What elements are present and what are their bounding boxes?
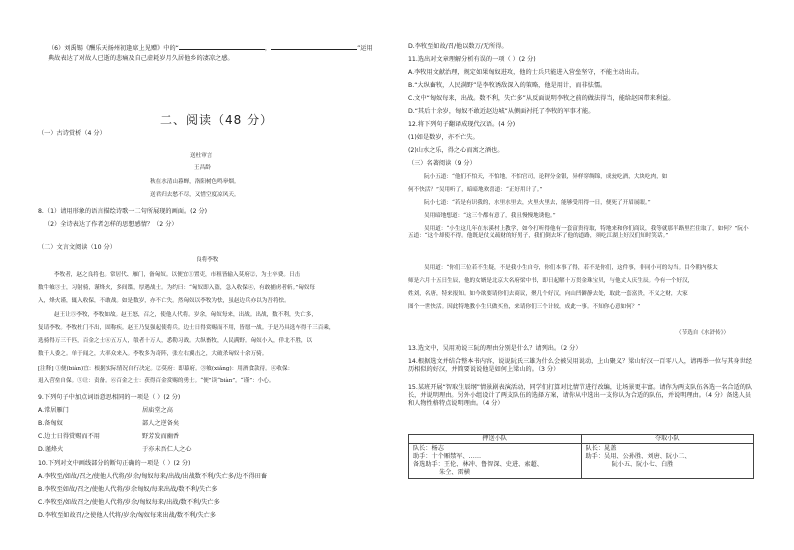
escort-helpers: 助手：十个厢禁军、…… (413, 453, 482, 460)
question-8-2: （2）全诗表达了作者怎样的思想感情？（2 分） (44, 221, 178, 228)
prose-line: 入，烽火谨，辄入收保，不敢战。如是数岁，亦不亡失。然匈奴以李牧为怯，虽赵边兵亦以为吾将怯。 (38, 298, 290, 304)
prose-line: 赵王让⑤李牧，李牧如故。赵王怒，召之，使他人代将。岁余，匈奴每来，出战。出战，数不利，失亡多， (54, 312, 317, 318)
q6-mid: ， (264, 45, 272, 52)
q6-line2: 典故表达了对故人已逝的悲痛及自己虚耗岁月久居他乡的凄凉之感。 (48, 55, 234, 62)
question-11-stem: 11.选出对文章理解分析有误的一项（ ）(2 分) (408, 56, 536, 63)
q10-option-a[interactable]: A.李牧至/如故/召之/使他人代将/岁余/匈奴每来/出战/出战数不利/失亡多/边不得田畜 (38, 473, 268, 480)
novel-line: 何不快活？”吴用听了，暗暗地欢喜道：“正好用计了。” (408, 187, 543, 193)
novel-line: 阮小五道：“他们不怕天，不怕地，不怕官司，论秤分金银，异样穿绸锦，成瓮吃酒，大块吃肉，如 (424, 174, 668, 180)
subsection-classical: （二）文言文阅读（10 分） (38, 244, 116, 251)
prose-line: 数千人委之。单于闻之，大率众来入。李牧多为奇阵，张左右翼击之，大破杀匈奴十余万骑。 (38, 351, 268, 357)
prose-title: 良将李牧 (196, 257, 219, 263)
question-15: 15.某班开展“智取生辰纲”情景剧表演活动，同学们打算对比情节进行改编，让场景更丰富。请你为两支队伍各选一名合适的队长，并说明理由。另外小组设计了两支队伍的选择方案，请你从中选出一支你认为合适的队伍，并说明理由。（4 分）备选人员和人物性格特点说明理由。（4 分） (408, 384, 753, 407)
novel-line: 吴用暗地想道：“这三个都有意了，我且慢慢地诱他。” (424, 213, 556, 219)
question-14: 14.根据选文并结合整本书内容，说说阮氏三雄为什么会被吴用说动，上山聚义？梁山好汉一百零八人，请再举一位与其身世经历相似的好汉，并简要说说他是如何上梁山的。（3 分） (408, 358, 752, 373)
q11-option-b[interactable]: B.“大纵畜牧，人民满野”是李牧诱敌深入的策略，他是用计，而非怯懦。 (408, 82, 607, 89)
subsection-novel: （三）名著阅读（9 分） (408, 160, 476, 167)
q12-item-1: (1)如是数岁，亦不亡失。 (408, 134, 479, 141)
q9-option-c[interactable]: C.边士日得赏赐而不用 (38, 433, 100, 440)
question-8-1: 8.（1）请用形象的语言描绘诗歌一二句所展现的画面。(2 分) (38, 208, 208, 215)
prose-line: 数牛飨③士，习射骑，谨烽火，多间谍，厚遇战士。为约曰：“匈奴即入盗，急入收保④，有敢捕虏者斩。”匈奴每 (38, 285, 316, 291)
prose-line: 选骑得万三千匹，百金之士⑥五万人，彀者十万人，悉勒习战。大纵畜牧，人民满野。匈奴小入，佯北不胜，以 (38, 338, 313, 344)
q10-option-b[interactable]: B.李牧至如故/召之/使他人代将/岁余匈奴/每来出战/数不利/失亡多 (38, 486, 218, 493)
q9-option-b[interactable]: B.备匈奴 (38, 420, 63, 427)
escort-candidates-cont: 朱仝、雷横 (439, 469, 470, 476)
table-header-escort: 押送小队 (409, 435, 582, 444)
novel-line: 图个一世快活。因此特地教小生只做买鱼，来请你们三个计较，成此一事。不知你心意如何？” (408, 304, 641, 310)
section-title: 二、阅读（48 分） (160, 113, 274, 127)
prose-line: 复请李牧。李牧杜门不出，固称疾。赵王乃复强起使将兵。边士日得赏赐而不用，皆愿一战。于是乃具选车得千三百乘， (38, 325, 335, 331)
question-6 (48, 43, 373, 53)
q9-option-a[interactable]: A.常居雁门 (38, 407, 69, 414)
q11-option-a[interactable]: A.李牧用文献治理，规定如果匈奴进攻，他的士兵只能进入营垒坚守，不能主动出击。 (408, 69, 644, 76)
seize-helpers: 助手：吴用、公孙胜、刘唐、阮小二、 (585, 453, 691, 460)
novel-line: 师是六月十五日生辰，他的女婿是北京大名府梁中书，即日起解十万贯金珠宝贝，与他丈人庆生辰。今有一个好汉， (408, 278, 694, 284)
question-12-stem: 12.将下列句子翻译成现代汉语。(4 分) (408, 121, 516, 128)
escort-team-cell (409, 444, 582, 479)
question-13: 13.选文中，吴用劝说三阮的理由分别是什么？请列出。（2 分） (408, 345, 582, 352)
q9-option-d-pair: 于亦未吾仁人之心 (142, 446, 192, 453)
q6-prefix: （6）刘禹锡《酬乐天扬州初逢席上见赠》中的“ (48, 45, 179, 52)
q12-item-2: (2)山水之乐，得之心而寓之酒也。 (408, 147, 504, 154)
question-10-stem: 10.下列对文中画线部分的断句正确的一项是（ ）(2 分) (38, 460, 191, 467)
team-table (408, 434, 754, 479)
seize-team-cell (581, 444, 754, 479)
question-9-stem: 9.下列句子中加点词语意思相同的一项是（ ）(2 分) (38, 394, 181, 401)
prose-line: 李牧者，赵之良将也。常居代、雁门，备匈奴。以便宜①置吏，市租皆输入莫府②，为士卒费。日击 (54, 272, 301, 278)
annotation-line: [注释] ①便(biàn)宜：根据实际情况自行决定。②莫府：即幕府。③飨(xiǎng)：用酒食款待。④收保： (38, 366, 294, 372)
q11-option-c[interactable]: C.文中“匈奴每来，出战。数不利，失亡多”从反面说明李牧之前的做法得当，能给赵国带来利益。 (408, 95, 675, 102)
escort-leader: 队长：杨志 (413, 445, 444, 452)
q9-option-a-pair: 居庙堂之高 (142, 407, 173, 414)
q9-option-b-pair: 部人之逆备矣 (142, 420, 180, 427)
annotation-line: 退入营垒自保。⑤让：责备。⑥百金之士：获得百金赏赐的勇士。“便”读“biàn”。“谨”：小心。 (38, 378, 275, 384)
novel-line: 阮小七道：“若是有识我的，水里水里去，火里火里去，能够受用得一日，便死了开眉展眼。” (424, 200, 651, 206)
poem-title: 送杜审言 (190, 153, 213, 159)
answer-blank-2[interactable] (271, 43, 357, 50)
q10-option-c[interactable]: C.李牧至/如故召之/使他人代将/岁余/匈奴每来/出战/数不利/失亡多 (38, 499, 220, 506)
source-note: （节选自《水浒传》） (676, 330, 730, 336)
subsection-poem: （一）古诗赏析（4 分） (38, 130, 106, 137)
table-header-seize: 夺取小队 (581, 435, 754, 444)
q11-option-d[interactable]: D.“其后十余岁，匈奴不敢近赵边城”从侧面衬托了李牧的军事才能。 (408, 108, 595, 115)
q10-option-d-continued: D.李牧至如故/召/他以数万/无所得。 (408, 43, 508, 50)
q10-option-d[interactable]: D.李牧至如故召/之使他人代将/岁余/匈奴每来出战/数不利/失亡多 (38, 512, 217, 519)
novel-paragraph: 吴用道：“小生这几年在东溪村上教学，如今打听得他有一套富贵待取，特地来和你们商议，我等就那半路里拦住取了，如何？”阮小五道：“这个却使不得。他既是仗义疏财的好男子，我们倒去坏了他的道路，须吃江湖上好汉们知时笑话。” (408, 226, 749, 240)
seize-leader: 队长：晁盖 (585, 445, 617, 452)
seize-helpers-cont: 阮小五、阮小七、白胜 (611, 461, 674, 468)
poem-line-1: 秋在水清山暮蝉，洛阳树色鸣皋烟。 (150, 179, 240, 185)
q9-option-c-pair: 野芳发而幽香 (142, 433, 180, 440)
q6-suffix: ”运用 (357, 45, 373, 52)
poem-author: 王昌龄 (194, 165, 211, 171)
answer-blank-1[interactable] (179, 43, 265, 50)
escort-candidates: 备选助手：王伦、林冲、鲁智深、史进、索超、 (413, 461, 543, 468)
novel-line: 姓刘，名唐，特来报知。如今欲要请你们去商议，聚几个好汉，向山凹僻静去处，取此一套富贵，不义之财，大家 (408, 291, 688, 297)
novel-line: 吴用道：“你们三位若不生疑，不是我小生自夸，你们本事了得，若不是你们，这件事，非同小可的勾当。目今朝内蔡太 (424, 265, 718, 271)
poem-line-2: 送君归去愁不尽，又惜空度凉风天。 (150, 192, 240, 198)
q9-option-d[interactable]: D.谨烽火 (38, 446, 64, 453)
